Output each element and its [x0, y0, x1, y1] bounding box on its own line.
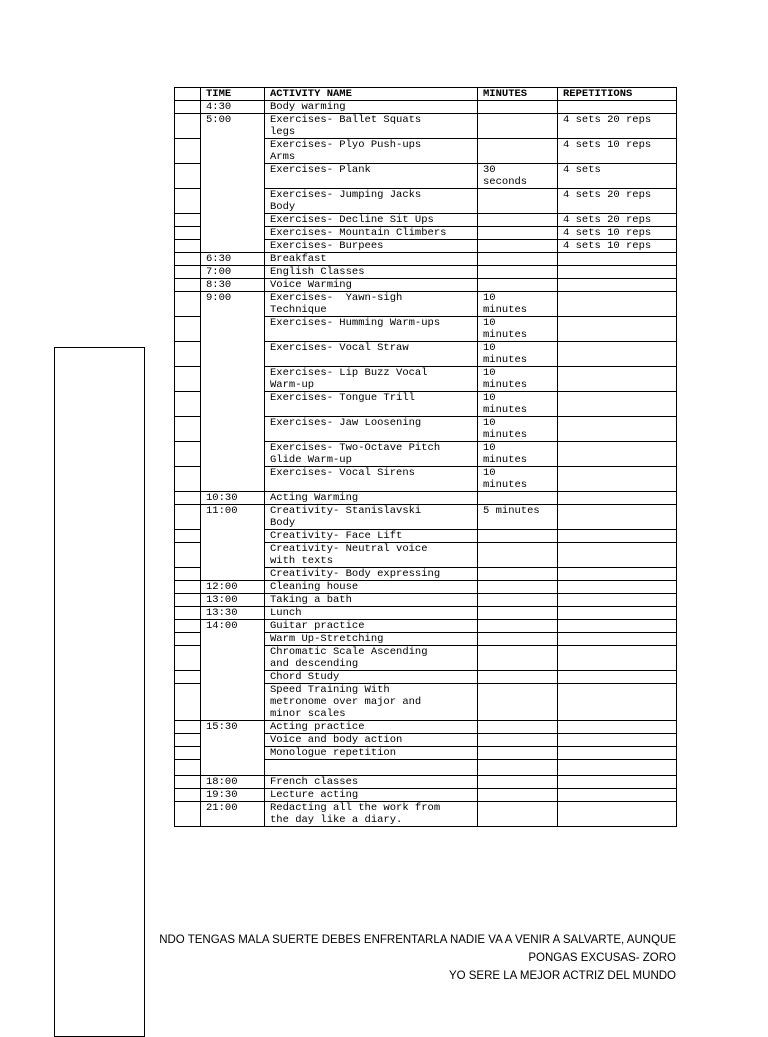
table-row [175, 581, 677, 594]
activity-cell: Exercises- Decline Sit Ups [265, 214, 478, 227]
repetitions-cell [558, 581, 677, 594]
blank-cell [175, 279, 201, 292]
header-row [175, 88, 677, 101]
activity-cell: Body warming [265, 101, 478, 114]
time-cell: 10:30 [201, 492, 265, 505]
activity-cell: Exercises- Humming Warm-ups [265, 317, 478, 342]
minutes-cell [478, 734, 558, 747]
time-header: TIME [201, 88, 265, 101]
repetitions-cell [558, 417, 677, 442]
blank-cell [175, 620, 201, 633]
activity-cell: Exercises- Yawn-sigh Technique [265, 292, 478, 317]
repetitions-cell [558, 317, 677, 342]
minutes-cell: 5 minutes [478, 505, 558, 530]
time-cell: 14:00 [201, 620, 265, 721]
repetitions-cell [558, 530, 677, 543]
activity-cell: Exercises- Plyo Push-ups Arms [265, 139, 478, 164]
time-cell: 4:30 [201, 101, 265, 114]
activity-cell: Acting practice [265, 721, 478, 734]
blank-cell [175, 530, 201, 543]
repetitions-cell [558, 633, 677, 646]
activity-cell: Chromatic Scale Ascending and descending [265, 646, 478, 671]
time-cell: 9:00 [201, 292, 265, 492]
minutes-cell [478, 568, 558, 581]
activity-cell: Exercises- Vocal Straw [265, 342, 478, 367]
table-row [175, 114, 677, 139]
table-row [175, 594, 677, 607]
blank-cell [175, 189, 201, 214]
blank-cell [175, 633, 201, 646]
activity-cell: Breakfast [265, 253, 478, 266]
activity-cell: Exercises- Vocal Sirens [265, 467, 478, 492]
blank-cell [175, 492, 201, 505]
time-cell: 18:00 [201, 776, 265, 789]
repetitions-cell [558, 671, 677, 684]
blank-cell [175, 802, 201, 827]
activity-header: ACTIVITY NAME [265, 88, 478, 101]
time-cell: 5:00 [201, 114, 265, 253]
repetitions-cell: 4 sets 10 reps [558, 240, 677, 253]
minutes-cell [478, 101, 558, 114]
blank-cell [175, 776, 201, 789]
table-row [175, 266, 677, 279]
repetitions-cell [558, 367, 677, 392]
blank-cell [175, 581, 201, 594]
blank-cell [175, 721, 201, 734]
blank-cell [175, 594, 201, 607]
repetitions-cell [558, 505, 677, 530]
time-cell: 12:00 [201, 581, 265, 594]
repetitions-cell [558, 101, 677, 114]
minutes-cell: 10 minutes [478, 292, 558, 317]
time-cell: 7:00 [201, 266, 265, 279]
blank-cell [175, 747, 201, 760]
minutes-cell [478, 227, 558, 240]
table-row [175, 802, 677, 827]
blank-cell [175, 367, 201, 392]
minutes-cell: 10 minutes [478, 442, 558, 467]
minutes-cell [478, 543, 558, 568]
table-row [175, 279, 677, 292]
blank-cell [175, 227, 201, 240]
repetitions-cell: 4 sets 10 reps [558, 139, 677, 164]
blank-cell [175, 317, 201, 342]
minutes-cell [478, 607, 558, 620]
blank-cell [175, 292, 201, 317]
activity-cell: Voice and body action [265, 734, 478, 747]
repetitions-cell [558, 802, 677, 827]
activity-cell: French classes [265, 776, 478, 789]
activity-cell: Lecture acting [265, 789, 478, 802]
activity-cell: Taking a bath [265, 594, 478, 607]
minutes-cell [478, 646, 558, 671]
time-cell: 6:30 [201, 253, 265, 266]
minutes-cell [478, 266, 558, 279]
repetitions-cell [558, 543, 677, 568]
table-row [175, 789, 677, 802]
blank-cell [175, 214, 201, 227]
minutes-cell [478, 530, 558, 543]
table-row [175, 776, 677, 789]
table-row [175, 253, 677, 266]
minutes-cell [478, 214, 558, 227]
activity-cell: Warm Up-Stretching [265, 633, 478, 646]
blank-header [175, 88, 201, 101]
minutes-cell [478, 776, 558, 789]
blank-cell [175, 684, 201, 721]
table-row [175, 292, 677, 317]
minutes-cell: 10 minutes [478, 317, 558, 342]
activity-cell: Exercises- Jumping Jacks Body [265, 189, 478, 214]
blank-cell [175, 164, 201, 189]
repetitions-cell: 4 sets 20 reps [558, 214, 677, 227]
minutes-cell [478, 802, 558, 827]
blank-cell [175, 253, 201, 266]
minutes-cell: 10 minutes [478, 367, 558, 392]
motivational-quote [100, 931, 676, 985]
table-row [175, 721, 677, 734]
minutes-cell: 30 seconds [478, 164, 558, 189]
blank-cell [175, 467, 201, 492]
blank-cell [175, 789, 201, 802]
repetitions-cell [558, 747, 677, 760]
minutes-cell [478, 279, 558, 292]
table-row [175, 607, 677, 620]
blank-cell [175, 607, 201, 620]
activity-cell: Exercises- Ballet Squats legs [265, 114, 478, 139]
time-cell: 19:30 [201, 789, 265, 802]
blank-cell [175, 760, 201, 776]
activity-cell: Guitar practice [265, 620, 478, 633]
activity-cell: Exercises- Tongue Trill [265, 392, 478, 417]
minutes-cell [478, 581, 558, 594]
repetitions-cell: 4 sets [558, 164, 677, 189]
schedule-table [174, 87, 677, 827]
repetitions-cell [558, 620, 677, 633]
repetitions-cell: 4 sets 20 reps [558, 114, 677, 139]
minutes-cell: 10 minutes [478, 392, 558, 417]
activity-cell: Voice Warming [265, 279, 478, 292]
minutes-cell [478, 671, 558, 684]
quote-line-1: NDO TENGAS MALA SUERTE DEBES ENFRENTARLA NADIE VA A VENIR A SALVARTE, AUNQUE [159, 934, 676, 946]
minutes-cell [478, 189, 558, 214]
table-row [175, 620, 677, 633]
minutes-cell [478, 114, 558, 139]
blank-cell [175, 671, 201, 684]
minutes-cell [478, 633, 558, 646]
blank-cell [175, 139, 201, 164]
activity-cell: Exercises- Two-Octave Pitch Glide Warm-up [265, 442, 478, 467]
blank-cell [175, 505, 201, 530]
minutes-cell [478, 684, 558, 721]
minutes-cell [478, 492, 558, 505]
activity-cell: Exercises- Mountain Climbers [265, 227, 478, 240]
activity-cell: Acting Warming [265, 492, 478, 505]
blank-cell [175, 114, 201, 139]
blank-cell [175, 101, 201, 114]
repetitions-cell [558, 684, 677, 721]
blank-cell [175, 266, 201, 279]
table-row [175, 101, 677, 114]
repetitions-cell [558, 279, 677, 292]
repetitions-cell [558, 734, 677, 747]
activity-cell: Cleaning house [265, 581, 478, 594]
repetitions-cell [558, 789, 677, 802]
minutes-cell [478, 747, 558, 760]
minutes-cell: 10 minutes [478, 417, 558, 442]
activity-cell: Creativity- Stanislavski Body [265, 505, 478, 530]
minutes-header: MINUTES [478, 88, 558, 101]
repetitions-cell [558, 266, 677, 279]
blank-cell [175, 442, 201, 467]
activity-cell: Creativity- Neutral voice with texts [265, 543, 478, 568]
repetitions-cell [558, 492, 677, 505]
minutes-cell [478, 789, 558, 802]
activity-cell: Creativity- Body expressing [265, 568, 478, 581]
minutes-cell [478, 240, 558, 253]
minutes-cell [478, 721, 558, 734]
time-cell: 21:00 [201, 802, 265, 827]
time-cell: 13:00 [201, 594, 265, 607]
repetitions-cell: 4 sets 10 reps [558, 227, 677, 240]
activity-cell: Chord Study [265, 671, 478, 684]
blank-cell [175, 734, 201, 747]
repetitions-header: REPETITIONS [558, 88, 677, 101]
minutes-cell [478, 760, 558, 776]
blank-cell [175, 646, 201, 671]
activity-cell: Creativity- Face Lift [265, 530, 478, 543]
time-cell: 8:30 [201, 279, 265, 292]
quote-line-3: YO SERE LA MEJOR ACTRIZ DEL MUNDO [448, 970, 676, 982]
repetitions-cell [558, 392, 677, 417]
time-cell: 15:30 [201, 721, 265, 776]
activity-cell: Lunch [265, 607, 478, 620]
time-cell: 13:30 [201, 607, 265, 620]
blank-cell [175, 342, 201, 367]
repetitions-cell [558, 760, 677, 776]
repetitions-cell [558, 568, 677, 581]
repetitions-cell [558, 292, 677, 317]
table-row [175, 505, 677, 530]
repetitions-cell [558, 442, 677, 467]
minutes-cell: 10 minutes [478, 467, 558, 492]
repetitions-cell [558, 607, 677, 620]
minutes-cell: 10 minutes [478, 342, 558, 367]
time-cell: 11:00 [201, 505, 265, 581]
activity-cell: English Classes [265, 266, 478, 279]
repetitions-cell [558, 646, 677, 671]
repetitions-cell [558, 594, 677, 607]
activity-cell [265, 760, 478, 776]
minutes-cell [478, 253, 558, 266]
activity-cell: Monologue repetition [265, 747, 478, 760]
repetitions-cell [558, 342, 677, 367]
minutes-cell [478, 139, 558, 164]
repetitions-cell [558, 776, 677, 789]
table-row [175, 492, 677, 505]
repetitions-cell: 4 sets 20 reps [558, 189, 677, 214]
blank-cell [175, 568, 201, 581]
blank-cell [175, 240, 201, 253]
activity-cell: Redacting all the work from the day like a diary. [265, 802, 478, 827]
blank-cell [175, 417, 201, 442]
blank-cell [175, 392, 201, 417]
activity-cell: Exercises- Plank [265, 164, 478, 189]
minutes-cell [478, 594, 558, 607]
quote-line-2: PONGAS EXCUSAS- ZORO [528, 952, 676, 964]
activity-cell: Exercises- Burpees [265, 240, 478, 253]
activity-cell: Speed Training With metronome over major and minor scales [265, 684, 478, 721]
activity-cell: Exercises- Lip Buzz Vocal Warm-up [265, 367, 478, 392]
repetitions-cell [558, 467, 677, 492]
blank-cell [175, 543, 201, 568]
minutes-cell [478, 620, 558, 633]
repetitions-cell [558, 253, 677, 266]
repetitions-cell [558, 721, 677, 734]
activity-cell: Exercises- Jaw Loosening [265, 417, 478, 442]
